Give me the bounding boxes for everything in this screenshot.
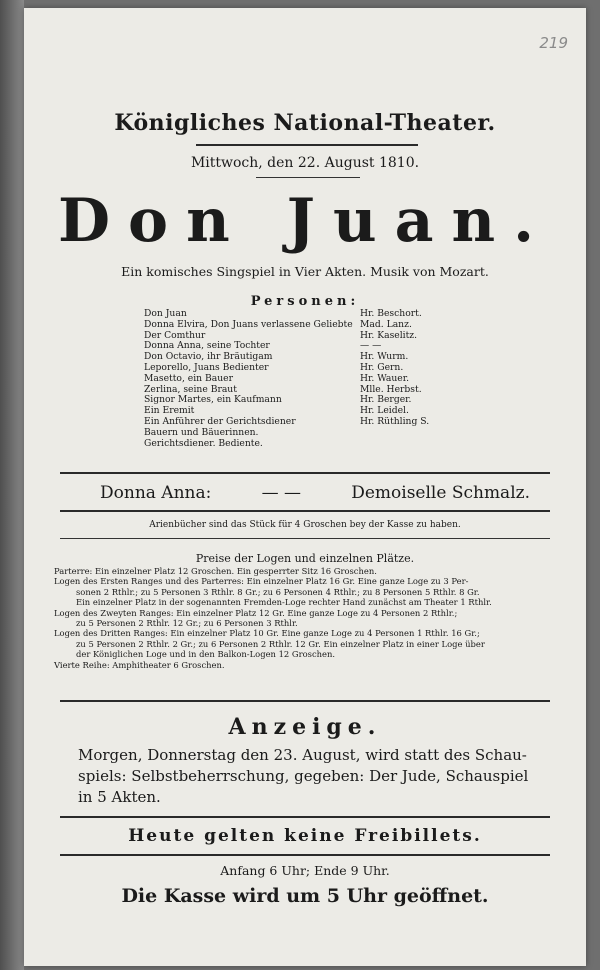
cast-actor: Hr. Berger. [360,394,412,406]
cast-actor: Hr. Rüthling S. [360,415,430,427]
donna-anna-dashes: — — [261,483,301,503]
arienbuecher-note: Arienbücher sind das Stück für 4 Groschen bey der Kasse zu haben. [149,520,461,530]
cast-actor: Mlle. Herbst. [360,383,422,395]
archive-number: 219 [539,34,568,52]
theatre-name: Königliches National-Theater. [114,110,496,136]
cast-row [144,428,564,439]
play-subtitle: Ein komisches Singspiel in Vier Akten. Musik von Mozart. [121,264,489,279]
price-line: zu 5 Personen 2 Rthlr. 2 Gr.; zu 6 Personen 2 Rthlr. 12 Gr. Ein einzelner Platz in einer Loge über [76,638,485,649]
divider-top [60,472,550,474]
cast-role: Ein Anführer der Gerichtsdiener [144,415,296,427]
divider-bottom [60,854,550,856]
divider-anzeige [60,700,550,702]
anzeige-heading: Anzeige. [228,714,382,740]
cast-role: Leporello, Juans Bedienter [144,361,269,373]
anzeige-line: Morgen, Donnerstag den 23. August, wird statt des Schau- [78,746,527,764]
performance-date: Mittwoch, den 22. August 1810. [190,155,420,171]
freibillets-notice: Heute gelten keine Freibillets. [128,826,482,846]
donna-anna-announcement [100,483,530,503]
price-line: Ein einzelner Platz in der sogenannten Fremden-Loge rechter Hand zunächst am Theater 1 Rthlr. [76,597,492,608]
cast-role: Zerlina, seine Braut [144,383,237,395]
cast-actor: Hr. Kaselitz. [360,329,418,341]
anzeige-text [78,745,558,808]
anzeige-line: in 5 Akten. [78,788,161,806]
cast-role: Donna Anna, seine Tochter [144,340,270,352]
price-line: zu 5 Personen 2 Rthlr. 12 Gr.; zu 6 Personen 3 Rthlr. [76,618,298,629]
cast-role: Masetto, ein Bauer [144,372,233,384]
cast-role: Der Comthur [144,329,206,341]
price-line: Vierte Reihe: Amphitheater 6 Groschen. [54,659,225,670]
cast-row [144,439,564,450]
theatre-underline [196,144,418,146]
cast-role: Don Juan [144,308,187,319]
donna-anna-role: Donna Anna: [100,483,212,503]
cast-row [144,374,564,385]
cast-actor: Hr. Wurm. [360,351,409,363]
cast-actor: Hr. Leidel. [360,405,409,417]
divider-prices [60,538,550,539]
cast-actor: Hr. Gern. [360,361,404,373]
cast-actor: Mad. Lanz. [360,318,412,330]
cast-actor: Hr. Beschort. [360,308,422,319]
price-line: Logen des Ersten Ranges und des Parterres: Ein einzelner Platz 16 Gr. Eine ganze Loge zu 3 Per- [54,576,469,587]
cast-role: Don Octavio, ihr Bräutigam [144,351,273,363]
cast-role: Bauern und Bäuerinnen. [144,426,259,438]
box-office-opening: Die Kasse wird um 5 Uhr geöffnet. [121,885,489,907]
price-line: Parterre: Ein einzelner Platz 12 Groschen. Ein gesperrter Sitz 16 Groschen. [54,566,377,576]
date-underline [256,177,360,178]
start-end-times: Anfang 6 Uhr; Ende 9 Uhr. [220,863,390,878]
cast-actor: — — [360,340,382,352]
cast-row [144,320,564,331]
cast-role: Signor Martes, ein Kaufmann [144,394,282,406]
cast-row [144,395,564,406]
cast-role: Ein Eremit [144,405,195,417]
price-line: sonen 2 Rthlr.; zu 5 Personen 3 Rthlr. 8 Gr.; zu 6 Personen 4 Rthlr.; zu 8 Personen 5 Rthlr. 8 Gr. [76,586,480,597]
scan-background-strip [0,0,24,970]
prices-heading: Preise der Logen und einzelnen Plätze. [195,552,415,565]
cast-list [144,309,564,449]
prices-list [54,566,564,670]
play-title: Don Juan. [58,186,552,256]
cast-role: Donna Elvira, Don Juans verlassene Geliebte [144,318,353,330]
price-line: Logen des Dritten Ranges: Ein einzelner Platz 10 Gr. Eine ganze Loge zu 4 Personen 1 Rthlr. 16 Gr.; [54,628,480,639]
anzeige-line: spiels: Selbstbeherrschung, gegeben: Der Jude, Schauspiel [78,767,529,785]
donna-anna-actor: Demoiselle Schmalz. [351,483,530,503]
divider-middle [60,510,550,512]
price-line: der Königlichen Loge und in den Balkon-Logen 12 Groschen. [76,649,336,660]
cast-actor: Hr. Wauer. [360,372,410,384]
divider-freibillets [60,816,550,818]
playbill-sheet [24,8,586,966]
cast-role: Gerichtsdiener. Bediente. [144,437,263,449]
persons-heading: Personen: [250,294,360,309]
price-line: Logen des Zweyten Ranges: Ein einzelner Platz 12 Gr. Eine ganze Loge zu 4 Personen 2 Rthlr.; [54,607,458,618]
